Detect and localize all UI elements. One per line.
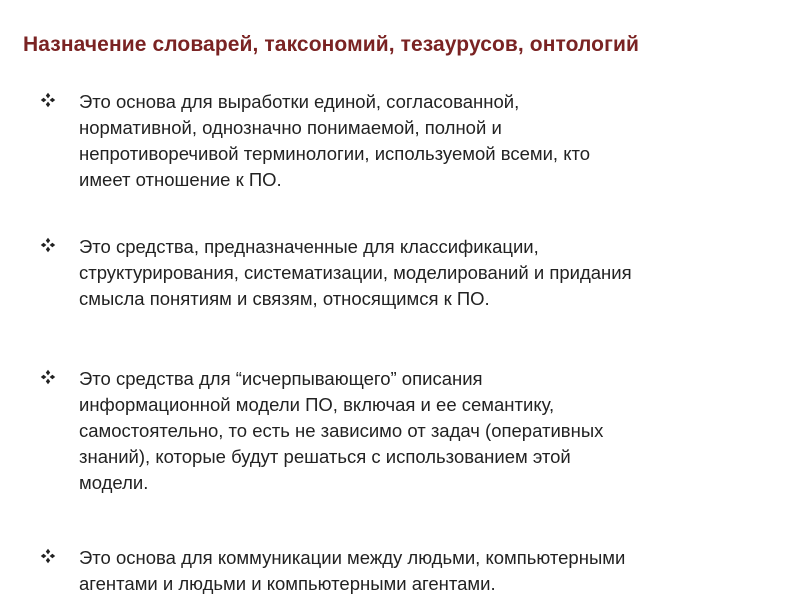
bullet-line: нормативной, однозначно понимаемой, полной и — [79, 117, 502, 138]
diamond-bullet-icon — [40, 367, 56, 387]
bullet-line: Это средства для “исчерпывающего” описания — [79, 368, 483, 389]
bullet-line: непротиворечивой терминологии, используемой всеми, кто — [79, 143, 591, 164]
slide-title: Назначение словарей, таксономий, тезаурусов, онтологий — [23, 33, 639, 56]
bullet-text — [79, 89, 779, 193]
bullet-text — [79, 366, 779, 496]
diamond-bullet-icon — [40, 90, 56, 110]
bullet-line: Это основа для выработки единой, согласованной, — [79, 91, 520, 112]
diamond-bullet-icon — [40, 546, 56, 566]
bullet-line: смысла понятиям и связям, относящимся к ПО. — [79, 288, 490, 309]
bullet-line: Это основа для коммуникации между людьми, компьютерными — [79, 547, 626, 568]
bullet-line: информационной модели ПО, включая и ее семантику, — [79, 394, 555, 415]
bullet-line: агентами и людьми и компьютерными агентами. — [79, 573, 496, 594]
bullet-text — [79, 545, 779, 597]
bullet-line: знаний), которые будут решаться с использованием этой — [79, 446, 571, 467]
bullet-line: модели. — [79, 472, 149, 493]
bullet-line: Это средства, предназначенные для классификации, — [79, 236, 539, 257]
bullet-line: имеет отношение к ПО. — [79, 169, 282, 190]
diamond-bullet-icon — [40, 235, 56, 255]
bullet-line: структурирования, систематизации, моделирований и придания — [79, 262, 632, 283]
bullet-text — [79, 234, 779, 312]
bullet-line: самостоятельно, то есть не зависимо от задач (оперативных — [79, 420, 604, 441]
